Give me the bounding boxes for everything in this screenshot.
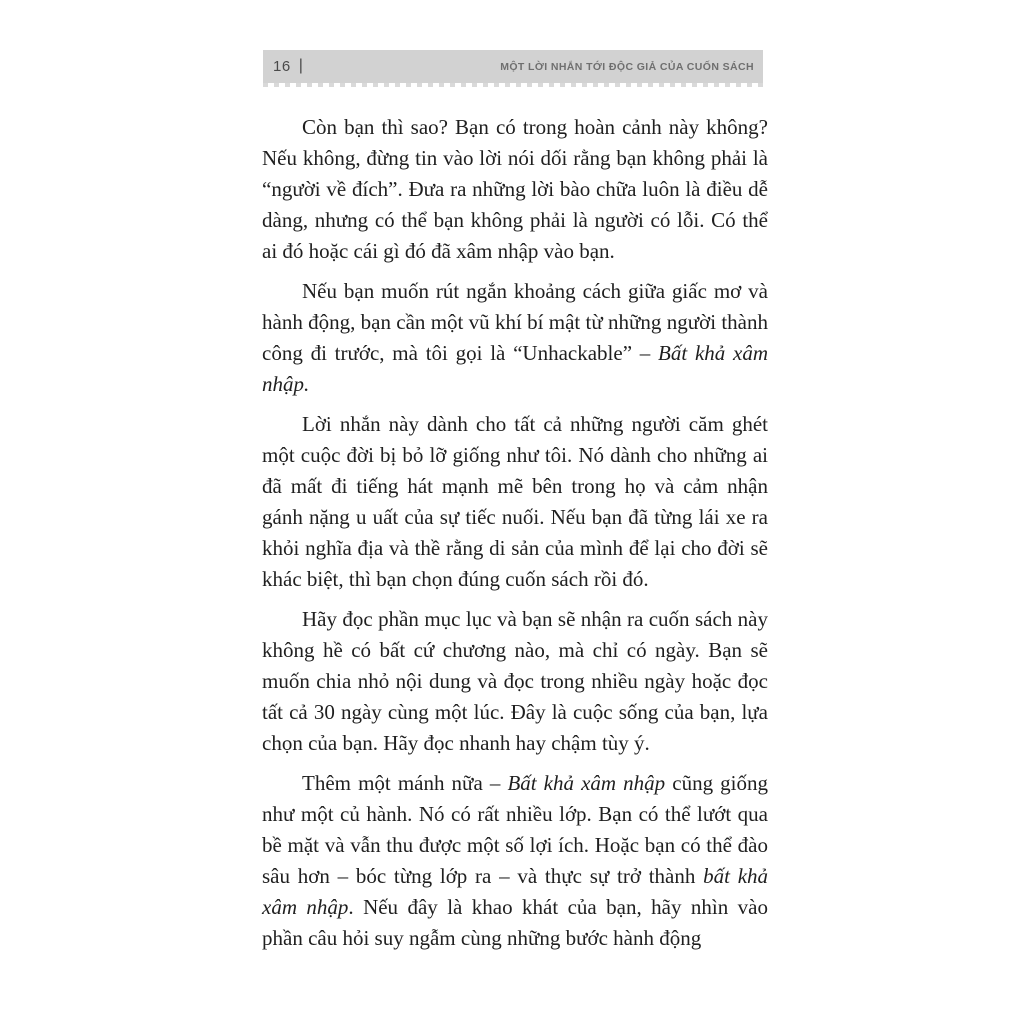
page-body	[262, 112, 768, 963]
paragraph	[262, 768, 768, 954]
italic-text-run: Bất khả xâm nhập.	[262, 341, 768, 396]
page-number-group	[273, 58, 303, 76]
paragraph	[262, 112, 768, 267]
running-title: MỘT LỜI NHẮN TỚI ĐỘC GIẢ CỦA CUỐN SÁCH	[500, 60, 754, 73]
italic-text-run: bất khả xâm nhập	[262, 864, 769, 919]
header-separator: |	[298, 56, 303, 74]
page-header	[263, 50, 763, 83]
paragraph	[262, 604, 768, 759]
paragraph	[262, 276, 768, 400]
text-run: Còn bạn thì sao? Bạn có trong hoàn cảnh này không? Nếu không, đừng tin vào lời nói dối rằng bạn không phải là “người về đích”. Đưa ra những lời bào chữa luôn là điều dễ dàng, nhưng có thể bạn không phải là người có lỗi. Có thể ai đó hoặc cái gì đó đã xâm nhập vào bạn.	[262, 115, 768, 263]
paragraph	[262, 409, 768, 595]
text-run: cũng giống như một củ hành. Nó có rất nhiều lớp. Bạn có thể lướt qua bề mặt và vẫn thu được một số lợi ích. Hoặc bạn có thể đào sâu hơn – bóc từng lớp ra – và thực sự trở thành	[262, 771, 768, 888]
text-run: Hãy đọc phần mục lục và bạn sẽ nhận ra cuốn sách này không hề có bất cứ chương nào, mà chỉ có ngày. Bạn sẽ muốn chia nhỏ nội dung và đọc trong nhiều ngày hoặc đọc tất cả 30 ngày cùng một lúc. Đây là cuộc sống của bạn, lựa chọn của bạn. Hãy đọc nhanh hay chậm tùy ý.	[262, 607, 768, 755]
text-run: Thêm một mánh nữa –	[302, 771, 508, 795]
page-number: 16	[273, 58, 291, 75]
text-run: . Nếu đây là khao khát của bạn, hãy nhìn vào phần câu hỏi suy ngẫm cùng những bước hành động	[262, 895, 768, 950]
text-run: Nếu bạn muốn rút ngắn khoảng cách giữa giấc mơ và hành động, bạn cần một vũ khí bí mật từ những người thành công đi trước, mà tôi gọi là “Unhackable” –	[262, 279, 768, 365]
text-run: Lời nhắn này dành cho tất cả những người căm ghét một cuộc đời bị bỏ lỡ giống như tôi. Nó dành cho những ai đã mất đi tiếng hát mạnh mẽ bên trong họ và cảm nhận gánh nặng u uất của sự tiếc nuối. Nếu bạn đã từng lái xe ra khỏi nghĩa địa và thề rằng di sản của mình để lại cho đời sẽ khác biệt, thì bạn chọn đúng cuốn sách rồi đó.	[262, 412, 768, 591]
italic-text-run: Bất khả xâm nhập	[507, 771, 666, 795]
